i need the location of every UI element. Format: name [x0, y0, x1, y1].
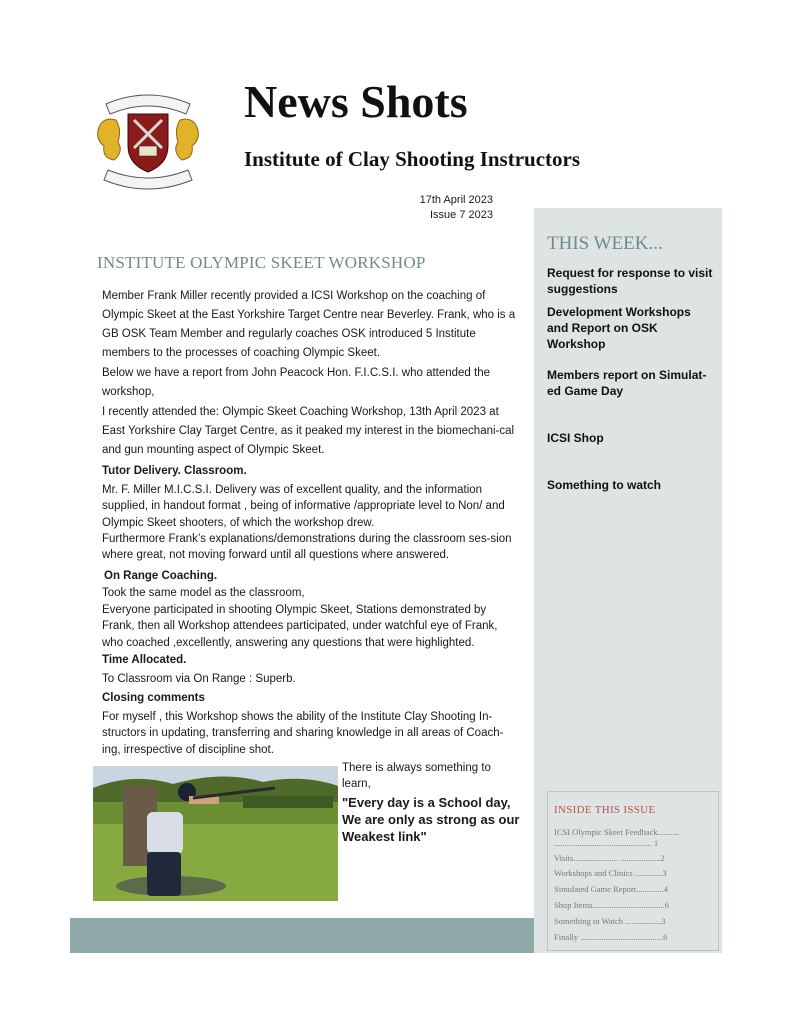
masthead-title: News Shots: [244, 76, 468, 127]
this-week-item: Development Workshops and Report on OSK Workshop: [547, 305, 691, 351]
issue-number: Issue 7 2023: [430, 209, 493, 221]
contents-item: Finally .......................................6: [554, 932, 668, 942]
issue-date: 17th April 2023: [419, 194, 493, 206]
contents-item: Visits..................... ...................2: [554, 853, 665, 863]
pull-quote: "Every day is a School day, We are only as strong as our Weakest link": [342, 795, 520, 844]
shooter-photo-image: [93, 766, 338, 901]
institute-logo: [92, 86, 204, 194]
skeet-shooter-photo: [93, 766, 338, 901]
contents-item: Workshops and Clinics .............3: [554, 868, 667, 878]
contents-item: Something to Watch .................3: [554, 916, 666, 926]
article-attended: I recently attended the: Olympic Skeet Coaching Workshop, 13th April 2023 at East Yorkshire Clay Target Centre, as it peaked my interest in the biomechani-cal and gun mounting aspect of Olympic Skeet.: [102, 406, 515, 456]
this-week-item: Members report on Simulat-ed Game Day: [547, 368, 707, 398]
this-week-item: Something to watch: [547, 478, 661, 492]
footer-band: [70, 918, 534, 953]
contents-item: Simulated Game Report.............4: [554, 884, 669, 894]
tutor-text: Mr. F. Miller M.I.C.S.I. Delivery was of excellent quality, and the information supplied, in handout format , being of informative /appropriate level to Non/ and Olympic Skeet shooters, of which the workshop drew.: [102, 484, 505, 529]
closing-heading: Closing comments: [102, 692, 205, 704]
masthead-subtitle: Institute of Clay Shooting Instructors: [244, 147, 581, 171]
range-text-2: Everyone participated in shooting Olympic Skeet, Stations demonstrated by Frank, then all Workshop attendees participated, under watchful eye of Frank, who coached ,excellently, answering any questions that were highlighted.: [102, 604, 498, 649]
contents-item: Shop Items..................................6: [554, 900, 669, 910]
article-report-intro: Below we have a report from John Peacock Hon. F.I.C.S.I. who attended the workshop,: [102, 367, 491, 398]
time-heading: Time Allocated.: [102, 654, 187, 666]
article-intro: Member Frank Miller recently provided a ICSI Workshop on the coaching of Olympic Skeet at the East Yorkshire Target Centre near Beverley. Frank, who is a GB OSK Team Member and regularly coaches OSK introduced 5 Institute members to the processes of coaching Olympic Skeet.: [102, 290, 516, 359]
this-week-item: ICSI Shop: [547, 431, 604, 445]
contents-item: ICSI Olympic Skeet Feedback..........: [554, 827, 679, 837]
inside-this-issue-heading: INSIDE THIS ISSUE: [554, 804, 656, 816]
time-text: To Classroom via On Range : Superb.: [102, 673, 296, 685]
crest-icon: [92, 86, 204, 194]
tutor-heading: Tutor Delivery. Classroom.: [102, 465, 247, 477]
contents-item: .............................................. 1: [554, 838, 659, 848]
this-week-item: Request for response to visit suggestions: [547, 266, 713, 296]
this-week-heading: THIS WEEK...: [547, 233, 663, 254]
closing-text: For myself , this Workshop shows the ability of the Institute Clay Shooting In-structors in updating, transferring and sharing knowledge in all areas of Coach-ing, irrespective of discipline shot.: [102, 711, 504, 756]
range-heading: On Range Coaching.: [104, 570, 218, 582]
article-title: INSTITUTE OLYMPIC SKEET WORKSHOP: [97, 253, 426, 272]
quote-lead: There is always something to learn,: [342, 762, 491, 790]
range-text: Took the same model as the classroom,: [102, 587, 305, 599]
tutor-text-2: Furthermore Frank’s explanations/demonstrations during the classroom ses-sion where great, not moving forward until all questions where answered.: [102, 533, 512, 562]
